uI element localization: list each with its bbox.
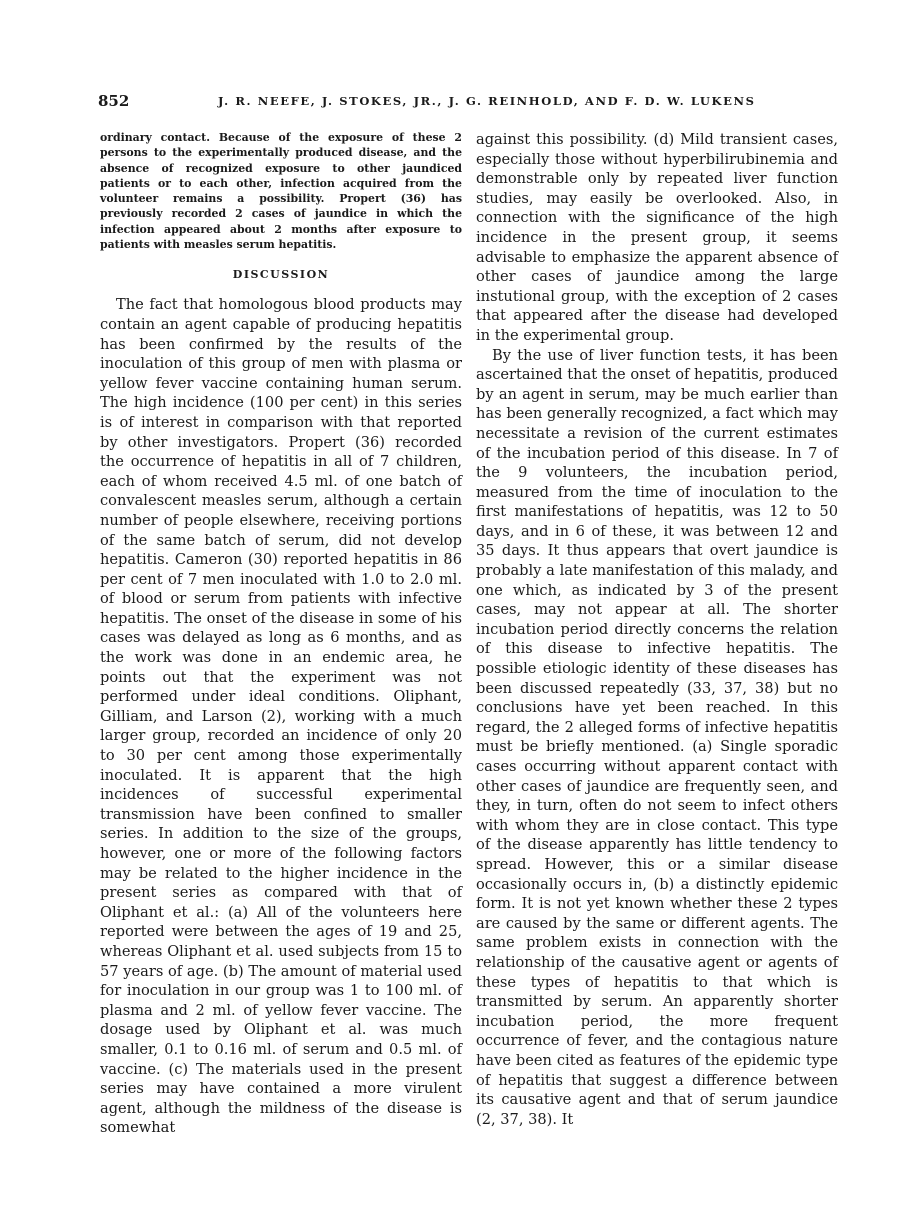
running-head: J. R. NEEFE, J. STOKES, JR., J. G. REINHOLD, AND F. D. W. LUKENS [218,94,756,108]
incubation-paragraph: By the use of liver function tests, it has been ascertained that the onset of hepatitis, produced by an agent in serum, may be much earlier than has been generally recognized, a fact which may necessitate a revision of the current estimates of the incubation period of this disease. In 7 of the 9 volunteers, the incubation period, measured from the time of inoculation to the first manifestations of hepatitis, was 12 to 50 days, and in 6 of these, it was between 12 and 35 days. It thus appears that overt jaundice is probably a late manifestation of this malady, and one which, as indicated by 3 of the present cases, may not appear at all. The shorter incubation period directly concerns the relation of this disease to infective hepatitis. The possible etiologic identity of these diseases has been discussed repeatedly (33, 37, 38) but no conclusions have yet been reached. In this regard, the 2 alleged forms of infective hepatitis must be briefly mentioned. (a) Single sporadic cases occurring without apparent contact with other cases of jaundice are frequently seen, and they, in turn, often do not seem to infect others with whom they are in close contact. This type of the disease apparently has little tendency to spread. However, this or a similar disease occasionally occurs in, (b) a distinctly epidemic form. It is not yet known whether these 2 types are caused by the same or different agents. The same problem exists in connection with the relationship of the causative agent or agents of these types of hepatitis to that which is transmitted by serum. An apparently shorter incubation period, the more frequent occurrence of fever, and the contagious nature have been cited as features of the epidemic type of hepatitis that suggest a difference between its causative agent and that of serum jaundice (2, 37, 38). It [476,346,838,1128]
page-number: 852 [98,92,130,110]
small-print-paragraph: ordinary contact. Because of the exposure of these 2 persons to the experimentally produced disease, and the absence of recognized exposure to other jaundiced patients or to each other, infection acquired from the volunteer remains a possibility. Propert (36) has previously recorded 2 cases of jaundice in which the infection appeared about 2 months after exposure to patients with measles serum hepatitis. [100,131,462,252]
continued-paragraph: against this possibility. (d) Mild transient cases, especially those without hyperbilirubinemia and demonstrable only by repeated liver function studies, may easily be overlooked. Also, in connection with the significance of the high incidence in the present group, it seems advisable to emphasize the apparent absence of other cases of jaundice among the large instutional group, with the exception of 2 cases that appeared after the disease had developed in the experimental group. [476,131,838,344]
right-column [476,130,838,1129]
left-column [100,130,462,1138]
page-header [98,92,838,114]
section-heading: DISCUSSION [232,268,330,282]
discussion-paragraph: The fact that homologous blood products may contain an agent capable of producing hepatitis has been confirmed by the results of the inoculation of this group of men with plasma or yellow fever vaccine containing human serum. The high incidence (100 per cent) in this series is of interest in comparison with that reported by other investigators. Propert (36) recorded the occurrence of hepatitis in all of 7 children, each of whom received 4.5 ml. of one batch of convalescent measles serum, although a certain number of people elsewhere, receiving portions of the same batch of serum, did not develop hepatitis. Cameron (30) reported hepatitis in 86 per cent of 7 men inoculated with 1.0 to 2.0 ml. of blood or serum from patients with infective hepatitis. The onset of the disease in some of his cases was delayed as long as 6 months, and as the work was done in an endemic area, he points out that the experiment was not performed under ideal conditions. Oliphant, Gilliam, and Larson (2), working with a much larger group, recorded an incidence of only 20 to 30 per cent among those experimentally inoculated. It is apparent that the high incidences of successful experimental transmission have been confined to smaller series. In addition to the size of the groups, however, one or more of the following factors may be related to the higher incidence in the present series as compared with that of Oliphant et al.: (a) All of the volunteers here reported were between the ages of 19 and 25, whereas Oliphant et al. used subjects from 15 to 57 years of age. (b) The amount of material used for inoculation in our group was 1 to 100 ml. of plasma and 2 ml. of yellow fever vaccine. The dosage used by Oliphant et al. was much smaller, 0.1 to 0.16 ml. of serum and 0.5 ml. of vaccine. (c) The materials used in the present series may have contained a more virulent agent, although the mildness of the disease is somewhat [100,296,462,1137]
